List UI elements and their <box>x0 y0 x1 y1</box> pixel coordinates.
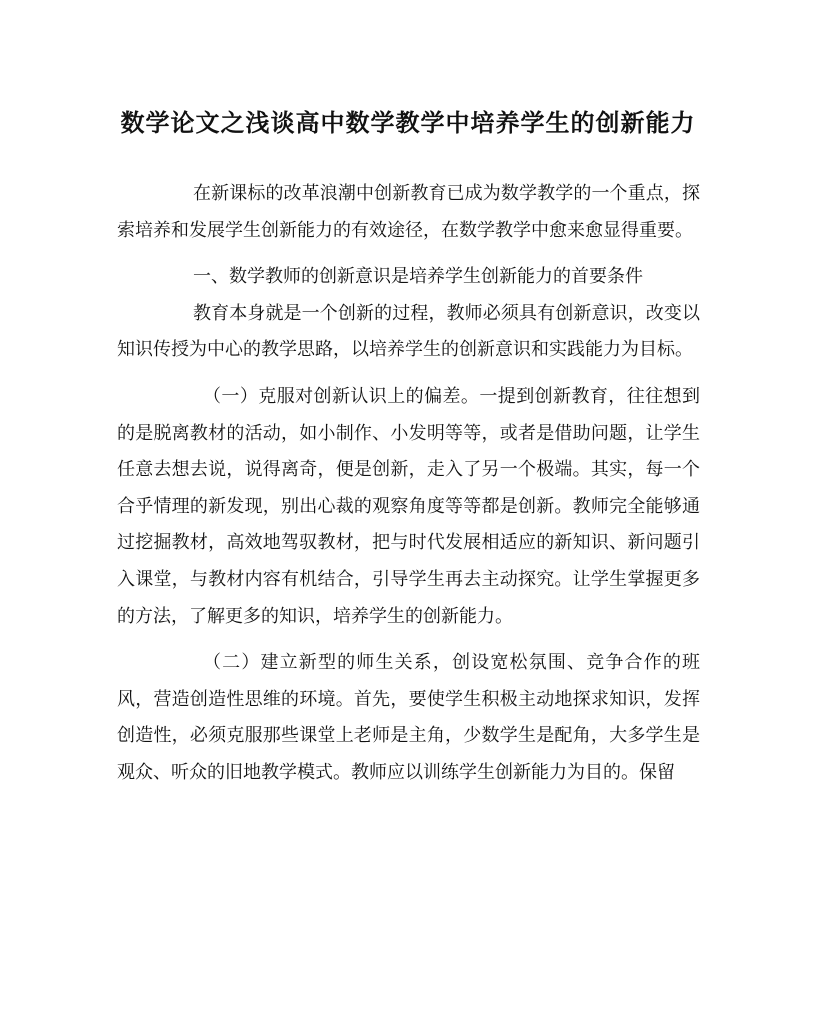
section-heading: 一、数学教师的创新意识是培养学生创新能力的首要条件 <box>193 266 643 288</box>
document-title: 数学论文之浅谈高中数学教学中培养学生的创新能力 <box>120 108 696 137</box>
spacer <box>117 369 700 379</box>
intro-paragraph: 在新课标的改革浪潮中创新教育已成为数学教学的一个重点，探索培养和发展学生创新能力的有效途径，在数学教学中愈来愈显得重要。 <box>117 183 700 241</box>
section-paragraph: 教育本身就是一个创新的过程，教师必须具有创新意识，改变以知识传授为中心的教学思路，以培养学生的创新意识和实践能力为目标。 <box>117 302 700 361</box>
spacer <box>117 249 700 259</box>
document-body <box>117 176 700 792</box>
subsection-paragraph-2: （二）建立新型的师生关系，创设宽松氛围、竞争合作的班风，营造创造性思维的环境。首先，要使学生积极主动地探求知识，发挥创造性，必须克服那些课堂上老师是主角，少数学生是配角，大多学生是观众、听众的旧地教学模式。教师应以训练学生创新能力为目的。保留 <box>117 652 700 783</box>
subsection-paragraph-1: （一）克服对创新认识上的偏差。一提到创新教育，往往想到的是脱离教材的活动，如小制作、小发明等等，或者是借助问题，让学生任意去想去说，说得离奇，便是创新，走入了另一个极端。其实，每一个合乎情理的新发现，别出心裁的观察角度等等都是创新。教师完全能够通过挖掘教材，高效地驾驭教材，把与时代发展相适应的新知识、新问题引入课堂，与教材内容有机结合，引导学生再去主动探究。让学生掌握更多的方法，了解更多的知识，培养学生的创新能力。 <box>117 385 700 627</box>
spacer <box>117 635 700 645</box>
